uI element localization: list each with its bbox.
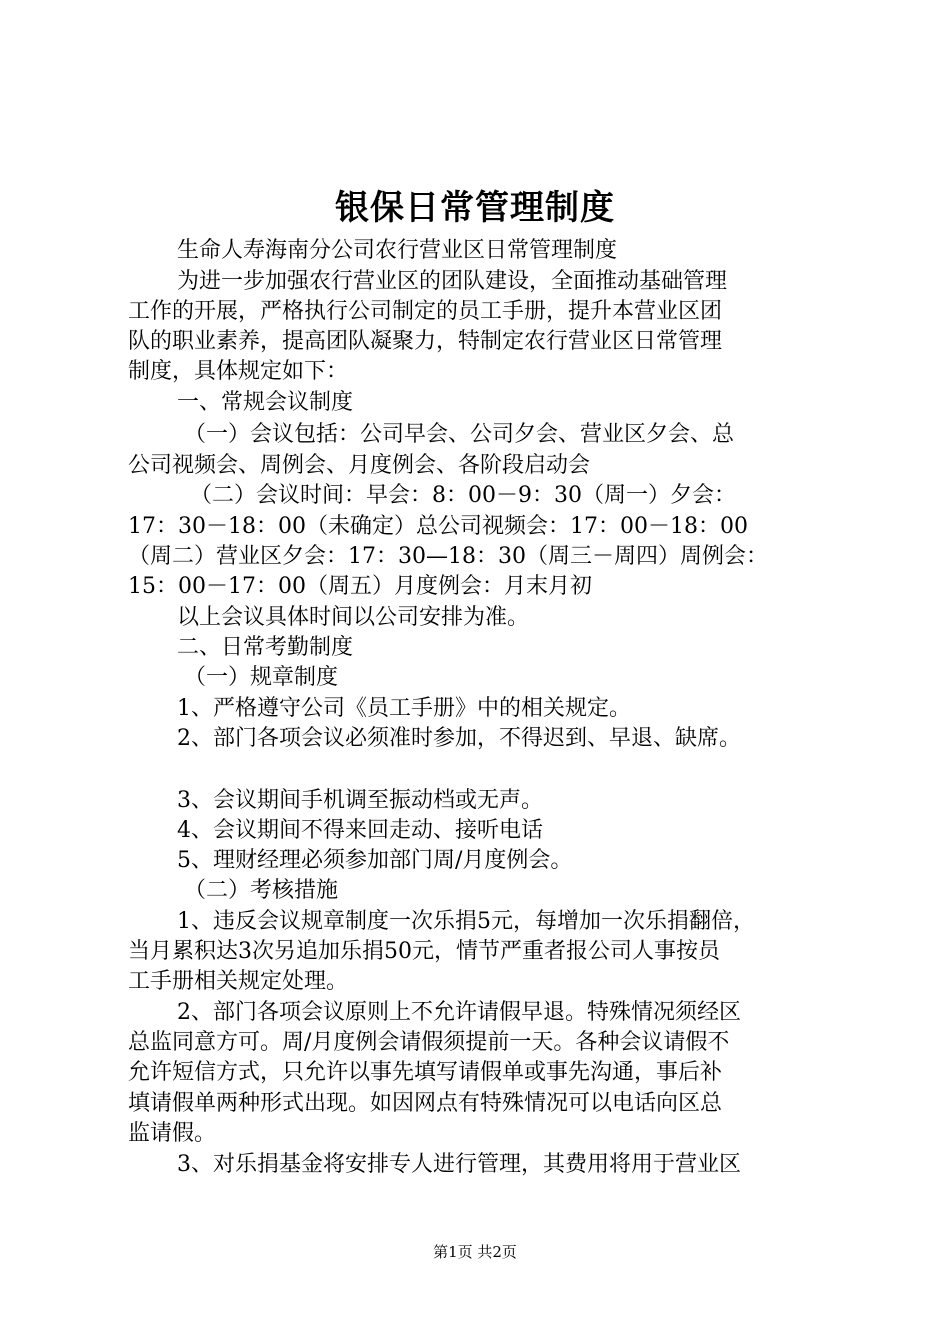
page-footer: 第1页 共2页 (433, 1243, 517, 1261)
text-line: 15：00－17：00（周五）月度例会：月末月初 (128, 574, 592, 599)
text-line: 3、对乐捐基金将安排专人进行管理，其费用将用于营业区 (177, 1152, 741, 1177)
text-line: 以上会议具体时间以公司安排为准。 (177, 605, 530, 630)
text-line: 2、部门各项会议原则上不允许请假早退。特殊情况须经区 (177, 1000, 741, 1025)
text-line: （二）会议时间：早会：8：00－9：30（周一）夕会： (190, 483, 736, 508)
text-line: 填请假单两种形式出现。如因网点有特殊情况可以电话向区总 (128, 1091, 723, 1116)
text-line: 生命人寿海南分公司农行营业区日常管理制度 (177, 238, 618, 263)
text-line: 队的职业素养，提高团队凝聚力，特制定农行营业区日常管理 (128, 329, 723, 354)
text-line: 1、违反会议规章制度一次乐捐5元，每增加一次乐捐翻倍， (177, 909, 755, 934)
text-line: 1、严格遵守公司《员工手册》中的相关规定。 (177, 696, 631, 721)
text-line: 允许短信方式，只允许以事先填写请假单或事先沟通，事后补 (128, 1060, 723, 1085)
text-line: 2、部门各项会议必须准时参加，不得迟到、早退、缺席。 (177, 726, 741, 751)
text-line: 3、会议期间手机调至振动档或无声。 (177, 788, 543, 813)
text-line: 二、日常考勤制度 (177, 635, 354, 660)
text-line: （一）规章制度 (184, 665, 339, 690)
text-line: 工手册相关规定处理。 (128, 969, 349, 994)
text-line: 工作的开展，严格执行公司制定的员工手册，提升本营业区团 (128, 299, 723, 324)
text-line: 17：30－18：00（未确定）总公司视频会：17：00－18：00 (128, 514, 748, 539)
text-line: 总监同意方可。周/月度例会请假须提前一天。各种会议请假不 (128, 1030, 730, 1055)
text-line: （周二）营业区夕会：17：30—18：30（周三－周四）周例会： (128, 544, 768, 569)
text-line: （一）会议包括：公司早会、公司夕会、营业区夕会、总 (184, 422, 735, 447)
text-line: 监请假。 (128, 1121, 217, 1146)
text-line: 一、常规会议制度 (177, 390, 354, 415)
document-title: 银保日常管理制度 (335, 188, 615, 228)
text-line: 为进一步加强农行营业区的团队建设，全面推动基础管理 (177, 269, 728, 294)
text-line: 4、会议期间不得来回走动、接听电话 (177, 818, 543, 843)
text-line: 公司视频会、周例会、月度例会、各阶段启动会 (128, 453, 591, 478)
text-line: 制度，具体规定如下： (128, 359, 349, 384)
text-line: （二）考核措施 (184, 878, 339, 903)
text-line: 5、理财经理必须参加部门周/月度例会。 (177, 848, 573, 873)
text-line: 当月累积达3次另追加乐捐50元，情节严重者报公司人事按员 (128, 939, 720, 964)
